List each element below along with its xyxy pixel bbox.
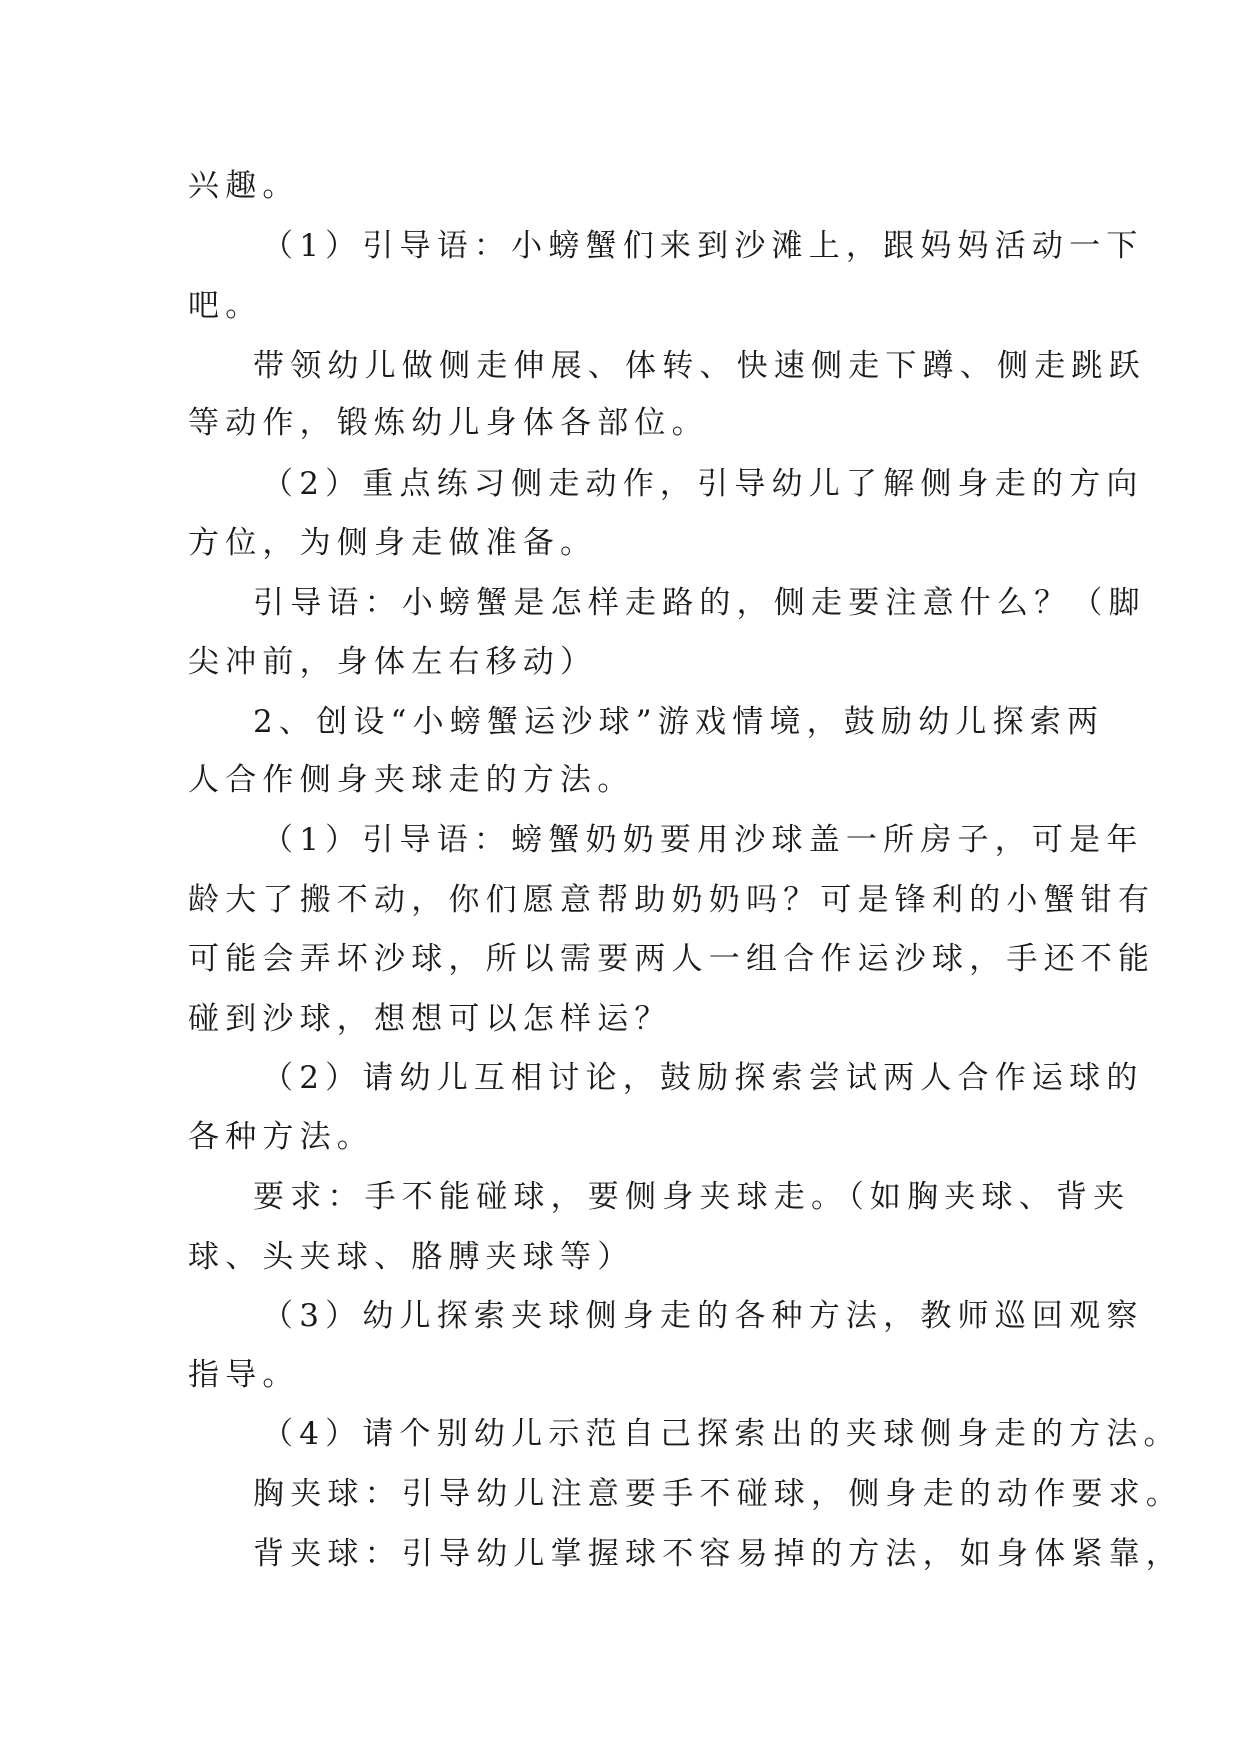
text-line: 要求：手不能碰球，要侧身夹球走。（如胸夹球、背夹 bbox=[253, 1179, 1131, 1215]
text-line: 指导。 bbox=[188, 1357, 300, 1393]
text-line: 碰到沙球，想想可以怎样运？ bbox=[188, 1001, 672, 1037]
text-line: 引导语：小螃蟹是怎样走路的，侧走要注意什么？（脚 bbox=[253, 585, 1146, 621]
text-line: （4）请个别幼儿示范自己探索出的夹球侧身走的方法。 bbox=[262, 1416, 1181, 1452]
text-line: 方位，为侧身走做准备。 bbox=[188, 525, 598, 561]
text-line: 可能会弄坏沙球，所以需要两人一组合作运沙球，手还不能 bbox=[188, 941, 1156, 977]
text-line: 胸夹球：引导幼儿注意要手不碰球，侧身走的动作要求。 bbox=[253, 1476, 1183, 1512]
text-line: （2）请幼儿互相讨论，鼓励探索尝试两人合作运球的 bbox=[262, 1060, 1144, 1096]
text-line: 带领幼儿做侧走伸展、体转、快速侧走下蹲、侧走跳跃 bbox=[253, 348, 1146, 384]
text-line: （1）引导语：小螃蟹们来到沙滩上，跟妈妈活动一下 bbox=[262, 228, 1144, 264]
text-line: 背夹球：引导幼儿掌握球不容易掉的方法，如身体紧靠， bbox=[253, 1536, 1183, 1572]
text-line: （1）引导语：螃蟹奶奶要用沙球盖一所房子，可是年 bbox=[262, 822, 1144, 858]
text-line: 尖冲前，身体左右移动） bbox=[188, 644, 598, 680]
text-line: 等动作，锻炼幼儿身体各部位。 bbox=[188, 405, 709, 441]
text-line: 吧。 bbox=[188, 288, 263, 324]
text-line: 人合作侧身夹球走的方法。 bbox=[188, 762, 635, 798]
text-line: （3）幼儿探索夹球侧身走的各种方法，教师巡回观察 bbox=[262, 1298, 1144, 1334]
text-line: 龄大了搬不动，你们愿意帮助奶奶吗？可是锋利的小蟹钳有 bbox=[188, 882, 1156, 918]
text-line: （2）重点练习侧走动作，引导幼儿了解侧身走的方向 bbox=[262, 466, 1144, 502]
text-line: 球、头夹球、胳膊夹球等） bbox=[188, 1239, 635, 1275]
text-line: 兴趣。 bbox=[188, 168, 300, 204]
text-line: 各种方法。 bbox=[188, 1119, 374, 1155]
text-line: 2、创设“小螃蟹运沙球”游戏情境，鼓励幼儿探索两 bbox=[253, 704, 1105, 740]
